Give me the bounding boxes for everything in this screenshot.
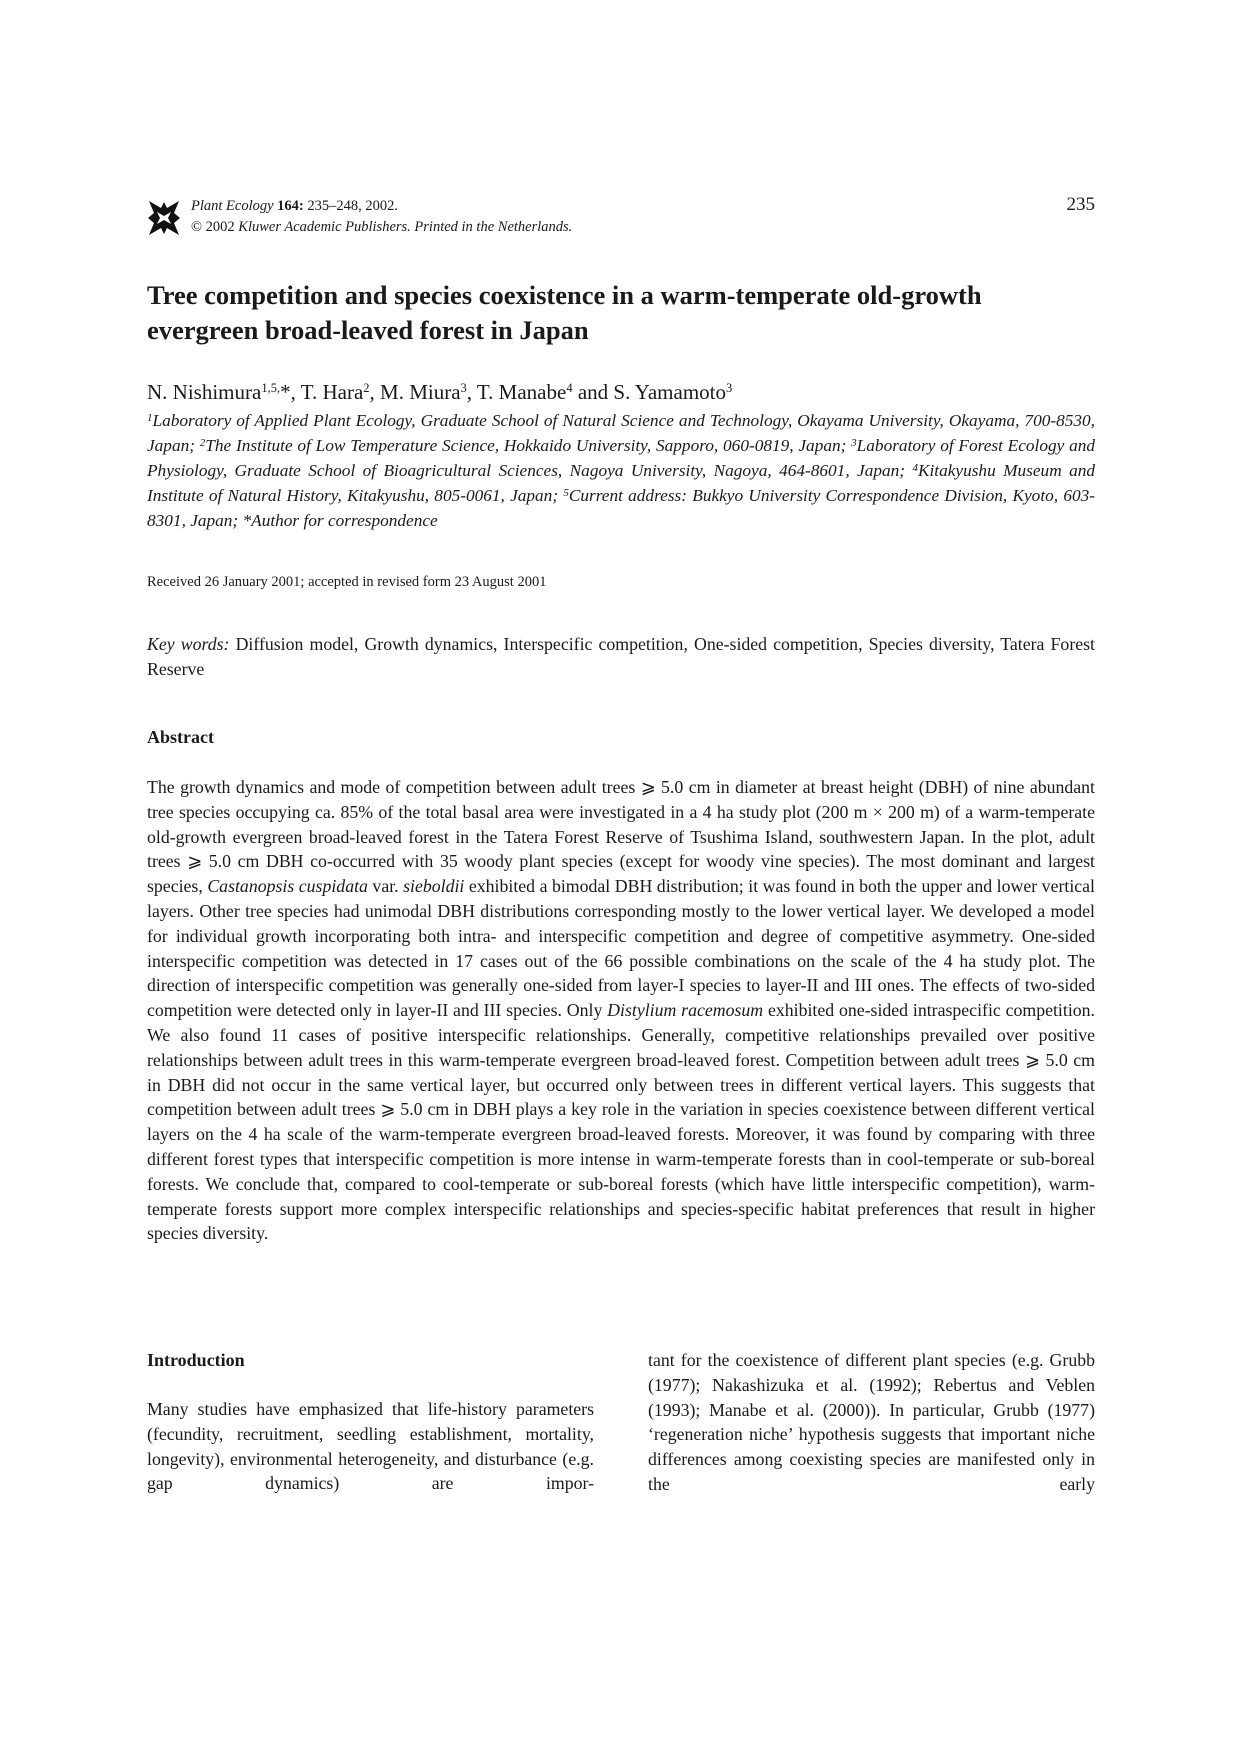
author-separator: , — [466, 380, 477, 404]
author-separator: *, — [280, 380, 301, 404]
affiliation: Kitakyushu Museum and Institute of Natural History, Kitakyushu, 805-0061, Japan; — [147, 461, 1096, 505]
affiliation-mark: 3 — [851, 437, 857, 449]
right-column — [648, 1348, 1095, 1497]
journal-volume: 164: — [277, 198, 304, 214]
abstract-body — [147, 775, 1095, 1246]
author-separator: and — [572, 380, 614, 404]
abstract-heading: Abstract — [147, 727, 214, 747]
species-name: Distylium racemosum — [607, 1000, 764, 1021]
affiliation: Laboratory of Forest Ecology and Physiology, Graduate School of Bioagricultural Sciences, Nagoya University, Nagoya, 464-8601, Japan; — [147, 436, 1096, 480]
affiliation: Laboratory of Applied Plant Ecology, Graduate School of Natural Science and Technology, Okayama University, Okayama, 700-8530, Japan; — [147, 411, 1095, 455]
introduction-text-right: tant for the coexistence of different plant species (e.g. Grubb (1977); Nakashizuka et al. (1992); Rebertus and Veblen (1993); Manabe et al. (2000)). In particular, Grubb (1977) ‘regeneration niche’ hypothesis suggests that important niche differences among coexisting species are manifested only in the early — [648, 1350, 1095, 1494]
abstract-text: The growth dynamics and mode of competition between adult trees ⩾ 5.0 cm in diameter at breast height (DBH) of nine abundant tree species occupying ca. 85% of the total basal area were investigated in a 4 ha study plot (200 m × 200 m) of a warm-temperate old-growth evergreen broad-leaved forest in the Tatera Forest Reserve of Tsushima Island, southwestern Japan. In the plot, adult trees ⩾ 5.0 cm DBH co-occurred with 35 woody plant species (except for woody vine species). The most dominant and largest species, — [147, 777, 1095, 897]
abstract-text: exhibited a bimodal DBH distribution; it was found in both the upper and lower vertical layers. Other tree species had unimodal DBH distributions corresponding mostly to the lower vertical layer. We developed a model for individual growth incorporating both intra- and interspecific competition and degree of competitive asymmetry. One-sided interspecific competition was detected in 17 cases out of the 66 possible combinations on the scale of the 4 ha study plot. The direction of interspecific competition was generally one-sided from layer-I species to layer-II and III ones. The effects of two-sided competition were detected only in layer-II and III species. Only — [147, 876, 1095, 1021]
author: M. Miura — [380, 380, 461, 404]
affiliation-mark: 2 — [199, 437, 206, 449]
affiliation: Current address: Bukkyo University Correspondence Division, Kyoto, 603-8301, Japan; *Author for correspondence — [147, 486, 1095, 530]
affiliation-mark: 4 — [912, 462, 918, 474]
keywords — [147, 632, 1095, 682]
author-affiliation-mark: 3 — [726, 381, 733, 395]
page-number: 235 — [1066, 194, 1095, 215]
affiliation-mark: 1 — [147, 412, 153, 424]
affiliations — [147, 408, 1095, 533]
author-affiliation-mark: 3 — [460, 381, 467, 395]
author: T. Manabe — [476, 380, 567, 404]
affiliation-mark: 5 — [563, 487, 569, 499]
affiliation: The Institute of Low Temperature Science, Hokkaido University, Sapporo, 060-0819, Japan; — [205, 436, 852, 455]
introduction-heading: Introduction — [147, 1350, 245, 1370]
keywords-label: Key words: — [147, 634, 230, 654]
author: N. Nishimura — [147, 380, 262, 404]
journal-header — [147, 196, 1095, 246]
author-affiliation-mark: 2 — [363, 381, 370, 395]
author: S. Yamamoto — [613, 380, 726, 404]
author-list — [147, 378, 1095, 406]
author-separator: , — [369, 380, 381, 404]
keywords-text: Diffusion model, Growth dynamics, Interspecific competition, One-sided competition, Species diversity, Tatera Forest Reserve — [147, 634, 1095, 679]
abstract-text: var. — [367, 876, 404, 897]
publisher-logo-icon — [147, 198, 181, 238]
received-dates: Received 26 January 2001; accepted in revised form 23 August 2001 — [147, 574, 547, 590]
author: T. Hara — [300, 380, 364, 404]
author-affiliation-mark: 4 — [566, 381, 573, 395]
species-name: sieboldii — [403, 876, 465, 897]
introduction-text-left: Many studies have emphasized that life-history parameters (fecundity, recruitment, seedling establishment, mortality, longevity), environmental heterogeneity, and disturbance (e.g. gap dynamics) are impor- — [147, 1399, 594, 1494]
abstract-text: exhibited one-sided intraspecific competition. We also found 11 cases of positive interspecific relationships. Generally, competitive relationships prevailed over positive relationships between adult trees in this warm-temperate evergreen broad-leaved forest. Competition between adult trees ⩾ 5.0 cm in DBH did not occur in the same vertical layer, but occurred only between trees in different vertical layers. This suggests that competition between adult trees ⩾ 5.0 cm in DBH plays a key role in the variation in species coexistence between different vertical layers on the 4 ha scale of the warm-temperate evergreen broad-leaved forests. Moreover, it was found by comparing with three different forest types that interspecific competition is more intense in warm-temperate forests than in cool-temperate or sub-boreal forests. We conclude that, compared to cool-temperate or sub-boreal forests (which have little interspecific competition), warm-temperate forests support more complex interspecific relationships and species-specific habitat preferences that result in higher species diversity. — [147, 1000, 1095, 1244]
article-title: Tree competition and species coexistence in a warm-temperate old-growth evergreen broad-leaved forest in Japan — [147, 280, 982, 345]
left-column — [147, 1348, 594, 1496]
journal-citation — [191, 196, 572, 238]
journal-name: Plant Ecology — [191, 198, 274, 214]
journal-pages: 235–248, 2002. — [307, 198, 399, 214]
species-name: Castanopsis cuspidata — [207, 876, 368, 897]
copyright-year: © 2002 — [191, 219, 235, 235]
publisher-line: Kluwer Academic Publishers. Printed in the Netherlands. — [238, 219, 573, 235]
author-affiliation-mark: 1,5, — [261, 381, 281, 395]
